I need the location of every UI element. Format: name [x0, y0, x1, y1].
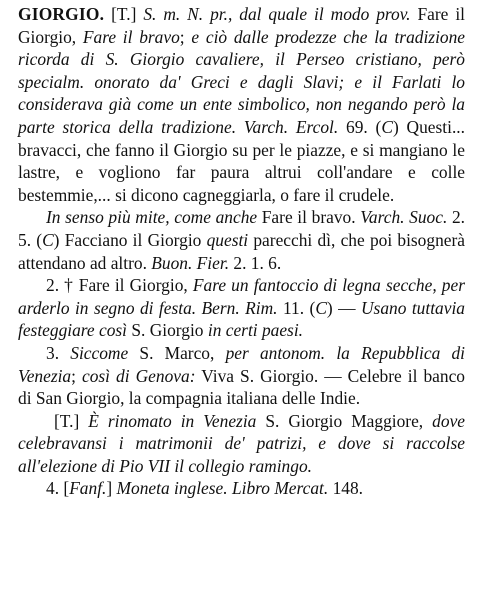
- text: questi: [206, 229, 249, 250]
- entry-paragraph-6: [18, 477, 465, 500]
- text: Fare un fantoccio di legna secche, per arderlo in segno di festa. Bern. Rim.: [18, 275, 465, 318]
- text: 4. [: [46, 478, 70, 499]
- text: ) —: [326, 297, 361, 318]
- text: Varch. Suoc.: [360, 207, 448, 228]
- text: ) Questi... bravacci, che fanno il Giorgio su per le piazze, e si mangiano le lastre, e vogliono far paura altrui coll'andare e colle bestemmie,... si dicono cagneggiarla, o fare il crudele.: [18, 116, 465, 205]
- text: per antonom. la Repubblica di Venezia: [18, 342, 466, 386]
- entry-paragraph-1: [18, 3, 465, 206]
- text: 11. (: [277, 297, 316, 318]
- entry-paragraph-2: [18, 206, 465, 274]
- text: e ciò dalle prodezze che la tradizione ricorda di S. Giorgio cavaliere, il Perseo cristiano, però specialm. onorato da' Greci e dagli Slavi; e il Farlati lo considerava già come un ente simbolico, non negando però la parte storica della tradizione. Varch. Ercol.: [18, 26, 466, 137]
- text: 69. (: [338, 116, 382, 137]
- text: in certi paesi.: [207, 320, 304, 341]
- text: In senso più mite, come anche: [46, 207, 258, 228]
- text: Fare il bravo.: [257, 207, 361, 228]
- text: C: [42, 229, 54, 250]
- text: ]: [106, 478, 117, 499]
- text: [T.]: [54, 410, 89, 431]
- text: Fare il Giorgio,: [18, 4, 465, 47]
- entry-paragraph-5: [18, 410, 465, 478]
- text: Fare il bravo: [82, 26, 180, 47]
- headword: GIORGIO.: [18, 4, 105, 24]
- entry-paragraph-4: [18, 342, 465, 410]
- text: ) Facciano il Giorgio: [53, 229, 207, 250]
- text: ;: [71, 365, 82, 386]
- text: parecchi dì, che poi bisognerà attendano ad altro.: [18, 229, 465, 273]
- text: Viva S. Giorgio. — Celebre il banco di San Giorgio, la compagnia italiana delle Indie.: [18, 365, 465, 409]
- text: Buon. Fier.: [151, 252, 230, 273]
- entry-paragraph-3: [18, 274, 465, 342]
- text: Moneta inglese. Libro Mercat.: [116, 478, 329, 499]
- text: così di Genova:: [82, 365, 196, 386]
- text: 3.: [46, 342, 71, 363]
- text: Siccome: [70, 342, 129, 363]
- text: dove celebravansi i matrimonii de' patrizi, e dove si raccolse all'elezione di Pio VII il collegio ramingo.: [18, 410, 466, 476]
- text: C: [315, 297, 327, 318]
- text: ;: [179, 26, 192, 47]
- text: S. Giorgio: [127, 320, 208, 341]
- text: 2. 1. 6.: [229, 252, 282, 273]
- text: 2. † Fare il Giorgio,: [46, 275, 193, 296]
- text: Usano tuttavia festeggiare così: [18, 297, 465, 341]
- text: [T.]: [104, 4, 144, 24]
- text: S. Marco,: [128, 342, 226, 363]
- text: C: [381, 116, 393, 137]
- text: 148.: [328, 478, 364, 499]
- text: S. Giorgio Maggiore,: [256, 410, 433, 431]
- text: È rinomato in Venezia: [88, 410, 257, 431]
- text: S. m. N. pr., dal quale il modo prov.: [143, 4, 411, 24]
- text: Fanf.: [69, 478, 107, 499]
- text: 2. 5. (: [18, 207, 465, 250]
